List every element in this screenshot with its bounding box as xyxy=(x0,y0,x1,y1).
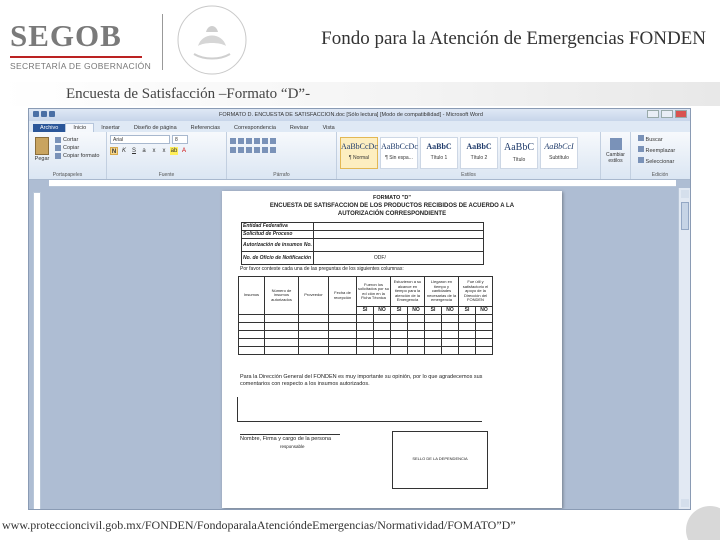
replace-icon xyxy=(638,146,644,152)
change-styles-button[interactable]: Cambiar estilos xyxy=(601,132,631,179)
font-size-select[interactable]: 8 xyxy=(172,135,188,144)
word-window-title: FORMATO D. ENCUESTA DE SATISFACCION.doc [Sólo lectura] [Modo de compatibilidad] - Microsoft Word xyxy=(219,112,483,118)
style-no-spacing[interactable]: AaBbCcDc ¶ Sin espa... xyxy=(380,137,418,169)
font-name-select[interactable]: Arial xyxy=(110,135,170,144)
word-screenshot xyxy=(28,108,691,510)
bold-button[interactable]: N xyxy=(111,149,117,155)
close-icon[interactable] xyxy=(675,110,687,118)
styles-label: Estilos xyxy=(461,172,476,178)
tab-revisar[interactable]: Revisar xyxy=(289,125,309,131)
binoculars-icon xyxy=(638,135,644,141)
info-table xyxy=(241,222,484,265)
pilcrow-icon[interactable] xyxy=(270,138,276,144)
find-button[interactable]: Buscar xyxy=(638,135,686,146)
sort-icon[interactable] xyxy=(262,138,268,144)
comments-box xyxy=(237,397,482,422)
col-header: Insumos xyxy=(239,277,265,315)
signature-label: Nombre, Firma y cargo de la persona xyxy=(240,436,332,442)
page-title: Fondo para la Atención de Emergencias FONDEN xyxy=(321,28,706,49)
tab-inicio[interactable]: Inicio xyxy=(65,123,94,132)
col-header: Número de insumos autorizados xyxy=(265,277,299,315)
shading-icon[interactable] xyxy=(270,147,276,153)
table-row xyxy=(239,331,493,339)
cut-button[interactable]: Cortar xyxy=(55,137,99,143)
font-group xyxy=(107,132,227,179)
style-subtitle[interactable]: AaBbCcI Subtítulo xyxy=(540,137,578,169)
italic-button[interactable]: K xyxy=(121,148,126,154)
align-center-icon[interactable] xyxy=(238,147,244,153)
col-header: Estuvieron a su alcance en tiempo para la atención de la Emergencia xyxy=(391,277,425,307)
align-right-icon[interactable] xyxy=(246,147,252,153)
change-styles-icon xyxy=(610,138,622,150)
copy-button[interactable]: Copiar xyxy=(55,145,99,151)
col-header: Fueron los solicitados por su ed ción en la Ficha Técnica xyxy=(357,277,391,307)
corner-decoration xyxy=(686,506,720,540)
survey-heading: ENCUESTA DE SATISFACCION DE LOS PRODUCTOS RECIBIDOS DE ACUERDO A LA AUTORIZACIÓN CORRESPONDIENTE xyxy=(269,203,515,217)
col-header: Fue útil y satisfactorio el apoyo de la Dirección del FONDEN xyxy=(459,277,493,307)
paragraph-label: Párrafo xyxy=(273,172,290,178)
horizontal-ruler[interactable] xyxy=(49,180,676,187)
editing-label: Edición xyxy=(651,172,669,178)
word-titlebar xyxy=(29,109,690,121)
closing-paragraph: Para la Dirección General del FONDEN es muy importante su opinión, por lo que agradecemos sus comentarios con respecto a los insumos autorizados. xyxy=(240,374,483,387)
tab-insertar[interactable]: Insertar xyxy=(101,125,120,131)
scroll-thumb[interactable] xyxy=(681,202,689,230)
table-row xyxy=(239,315,493,323)
col-header: Proveedor xyxy=(299,277,329,315)
document-page[interactable] xyxy=(222,191,562,508)
font-color-icon[interactable]: A xyxy=(181,148,186,154)
minimize-icon[interactable] xyxy=(647,110,659,118)
paste-button[interactable]: Pegar xyxy=(34,156,50,162)
signature-sublabel: responsable xyxy=(280,444,305,449)
tab-referencias[interactable]: Referencias xyxy=(190,125,221,131)
stamp-box: SELLO DE LA DEPENDENCIA xyxy=(392,431,488,489)
table-row: Solicitud de Proceso xyxy=(242,231,484,239)
table-row: Autorización de insumos No. xyxy=(242,239,484,252)
underline-button[interactable]: S xyxy=(131,148,136,154)
format-title: FORMATO "D" xyxy=(372,195,411,201)
tab-diseno[interactable]: Diseño de página xyxy=(133,125,177,131)
signature-block xyxy=(240,434,340,450)
segob-logo xyxy=(10,18,160,71)
numbering-icon[interactable] xyxy=(238,138,244,144)
scissors-icon xyxy=(55,137,61,143)
style-heading-2[interactable]: AaBbC Título 2 xyxy=(460,137,498,169)
strikethrough-button[interactable]: a xyxy=(142,148,146,154)
subscript-button[interactable]: x xyxy=(152,148,156,154)
tab-archivo[interactable]: Archivo xyxy=(33,124,65,132)
replace-button[interactable]: Reemplazar xyxy=(638,146,686,157)
tab-vista[interactable]: Vista xyxy=(322,125,335,131)
tab-correspondencia[interactable]: Correspondencia xyxy=(234,125,276,131)
style-title[interactable]: AaBbC Título xyxy=(500,137,538,169)
format-painter-button[interactable]: Copiar formato xyxy=(55,153,99,159)
col-header: Llegaron en tiempo y cantidades necesarias de la emergencia xyxy=(425,277,459,307)
document-area xyxy=(29,188,690,509)
logo-divider xyxy=(162,14,163,70)
logo-rule xyxy=(10,56,142,58)
logo-subtext: SECRETARÍA DE GOBERNACIÓN xyxy=(10,61,152,71)
multilevel-icon[interactable] xyxy=(246,138,252,144)
table-row: Entidad Federativa xyxy=(242,223,484,231)
indent-icon[interactable] xyxy=(254,138,260,144)
col-header: Fecha de recepción xyxy=(329,277,357,315)
logo-text: SEGOB xyxy=(10,18,122,53)
table-row xyxy=(239,339,493,347)
maximize-icon[interactable] xyxy=(661,110,673,118)
national-seal-icon xyxy=(172,2,252,78)
cursor-icon xyxy=(638,157,644,163)
clipboard-label: Portapapeles xyxy=(52,172,83,178)
justify-icon[interactable] xyxy=(254,147,260,153)
font-label: Fuente xyxy=(158,172,175,178)
ribbon-tabs xyxy=(29,121,690,132)
editing-group xyxy=(631,132,689,179)
survey-table: Insumos Número de insumos autorizados Proveedor Fecha de recepción Fueron los solicitados por su ed ción en la Ficha Técnica Estuvieron a su alcance en tiempo para la atención de la Emergencia Llegaron en tiempo y cantidades necesarias de la emergencia Fue útil y satisfactorio el apoyo de la Dirección del FONDEN SI NO SI NO SI NO SI NO xyxy=(238,276,493,355)
vertical-ruler[interactable] xyxy=(33,192,41,510)
paragraph-group xyxy=(227,132,337,179)
style-normal[interactable]: AaBbCcDc ¶ Normal xyxy=(340,137,378,169)
style-heading-1[interactable]: AaBbC Título 1 xyxy=(420,137,458,169)
styles-group xyxy=(337,132,601,179)
superscript-button[interactable]: x xyxy=(162,148,166,154)
clipboard-group xyxy=(29,132,107,179)
table-row xyxy=(239,323,493,331)
page-subtitle: Encuesta de Satisfacción –Formato “D”- xyxy=(66,86,311,102)
instructions-text: Por favor conteste cada una de las preguntas de los siguientes columnas: xyxy=(240,266,404,272)
scroll-up-icon[interactable] xyxy=(681,190,689,198)
vertical-scrollbar[interactable] xyxy=(678,188,690,509)
table-row xyxy=(239,347,493,355)
bullets-icon[interactable] xyxy=(230,138,236,144)
ribbon xyxy=(29,132,690,180)
quick-access-toolbar[interactable] xyxy=(33,111,55,117)
table-row: No. de Oficio de Notificación ODF/ xyxy=(242,252,484,265)
scroll-down-icon[interactable] xyxy=(681,499,689,507)
align-left-icon[interactable] xyxy=(230,147,236,153)
paste-icon[interactable] xyxy=(35,137,49,155)
highlight-icon[interactable]: ab xyxy=(170,148,178,154)
source-url[interactable]: www.proteccioncivil.gob.mx/FONDEN/FondoparalaAtencióndeEmergencias/Normatividad/FOMATO”D” xyxy=(2,518,516,532)
brush-icon xyxy=(55,153,61,159)
copy-icon xyxy=(55,145,61,151)
line-spacing-icon[interactable] xyxy=(262,147,268,153)
select-button[interactable]: Seleccionar xyxy=(638,157,686,168)
